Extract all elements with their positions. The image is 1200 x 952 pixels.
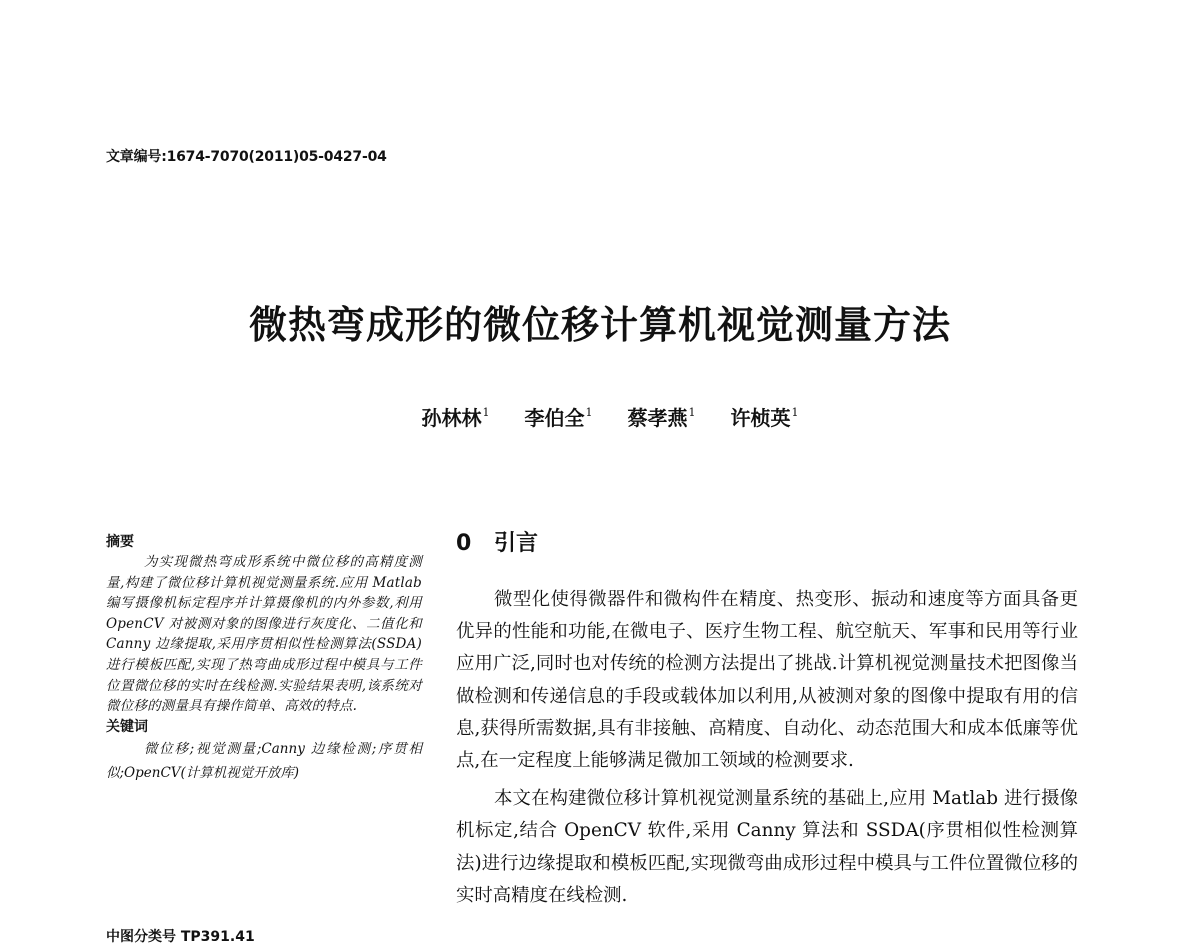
author-name: 蔡孝燕 xyxy=(627,406,688,430)
author-name: 孙林林 xyxy=(421,406,482,430)
classification-number: 中图分类号 TP391.41 xyxy=(106,929,255,945)
body-paragraph: 本文在构建微位移计算机视觉测量系统的基础上,应用 Matlab 进行摄像机标定,结合 OpenCV 软件,采用 Canny 算法和 SSDA(序贯相似性检测算法)进行边缘提取和模板匹配,实现微弯曲成形过程中模具与工件位置微位移的实时高精度在线检测. xyxy=(456,788,1078,906)
affiliation-mark: 1 xyxy=(585,406,593,419)
author-name: 许桢英 xyxy=(730,406,791,430)
affiliation-mark: 1 xyxy=(482,406,490,419)
abstract-text: 为实现微热弯成形系统中微位移的高精度测量,构建了微位移计算机视觉测量系统.应用 Matlab 编写摄像机标定程序并计算摄像机的内外参数,利用 OpenCV 对被测对象的图像进行灰度化、二值化和 Canny 边缘提取,采用序贯相似性检测算法(SSDA)进行模板匹配,实现了热弯曲成形过程中模具与工件位置微位移的实时在线检测.实验结果表明,该系统对微位移的测量具有操作简单、高效的特点. xyxy=(106,554,422,715)
keywords-text: 微位移;视觉测量;Canny 边缘检测;序贯相似;OpenCV(计算机视觉开放库) xyxy=(106,740,422,781)
affiliation-mark: 1 xyxy=(791,406,799,419)
article-number: 文章编号:1674-7070(2011)05-0427-04 xyxy=(106,149,387,165)
author-list xyxy=(0,402,1200,431)
author xyxy=(525,402,593,431)
abstract-column xyxy=(106,532,422,785)
affiliation-mark: 1 xyxy=(688,406,696,419)
author xyxy=(422,402,490,431)
author xyxy=(730,402,798,431)
body-column xyxy=(456,528,1078,912)
body-paragraph: 微型化使得微器件和微构件在精度、热变形、振动和速度等方面具备更优异的性能和功能,在微电子、医疗生物工程、航空航天、军事和民用等行业应用广泛,同时也对传统的检测方法提出了挑战.计算机视觉测量技术把图像当做检测和传递信息的手段或载体加以利用,从被测对象的图像中提取有用的信息,获得所需数据,具有非接触、高精度、自动化、动态范围大和成本低廉等优点,在一定程度上能够满足微加工领域的检测要求. xyxy=(456,589,1078,772)
section-heading xyxy=(456,528,1078,560)
author-name: 李伯全 xyxy=(524,406,585,430)
section-title: 引言 xyxy=(494,531,539,556)
keywords-label: 关键词 xyxy=(106,718,148,735)
abstract-label: 摘要 xyxy=(106,534,134,550)
author xyxy=(627,402,695,431)
section-number: 0 xyxy=(456,531,472,556)
paper-title: 微热弯成形的微位移计算机视觉测量方法 xyxy=(248,302,951,347)
